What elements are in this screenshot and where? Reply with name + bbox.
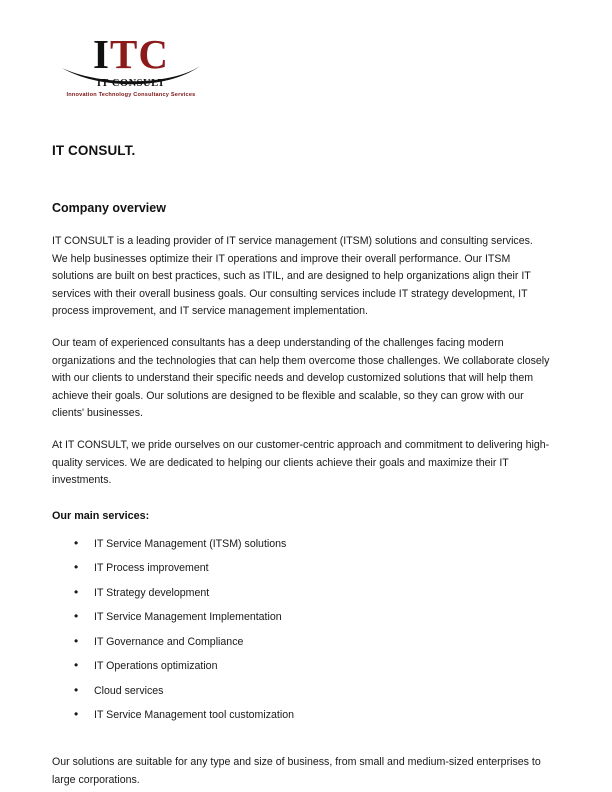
paragraph-3: At IT CONSULT, we pride ourselves on our customer-centric approach and commitment to delivering high-quality services. We are dedicated to helping our clients achieve their goals and maximize their IT investments. — [52, 438, 550, 487]
list-item: • Cloud services — [52, 683, 550, 700]
paragraph-1: IT CONSULT is a leading provider of IT service management (ITSM) solutions and consulting services. We help businesses optimize their IT operations and improve their overall performance. Our ITSM solutions are built on best practices, such as ITIL, and are designed to help organizations align their IT services with their overall business goals. Our consulting services include IT strategy development, IT process improvement, and IT service management implementation. — [52, 235, 533, 318]
list-item: • IT Operations optimization — [52, 658, 550, 675]
paragraph-2: Our team of experienced consultants has a deep understanding of the challenges facing modern organizations and the technologies that can help them overcome those challenges. We collaborate closely with our clients to understand their specific needs and develop customized solutions that will help them achieve their goals. Our solutions are designed to be flexible and scalable, so they can grow with our clients' businesses. — [52, 336, 550, 420]
list-item: • IT Governance and Compliance — [52, 634, 550, 651]
list-item: • IT Process improvement — [52, 560, 550, 577]
logo-wordmark — [66, 31, 196, 77]
page-title: IT CONSULT. — [52, 143, 136, 158]
list-item: • IT Service Management Implementation — [52, 609, 550, 626]
list-item: • IT Strategy development — [52, 585, 550, 602]
logo-subtitle: IT CONSULT — [96, 78, 166, 89]
section-heading-company-overview: Company overview — [52, 201, 166, 215]
logo-tagline: Innovation Technology Consultancy Services — [66, 92, 196, 98]
company-logo — [66, 31, 196, 100]
logo-letters-tc: TC — [110, 31, 169, 77]
closing-paragraph: Our solutions are suitable for any type and size of business, from small and medium-sized enterprises to large corporations. — [52, 756, 541, 786]
list-item: • IT Service Management tool customization — [52, 707, 550, 724]
list-item: • IT Service Management (ITSM) solutions — [52, 536, 550, 553]
services-list — [52, 536, 550, 725]
logo-letter-i: I — [93, 31, 110, 77]
services-heading: Our main services: — [52, 509, 150, 522]
